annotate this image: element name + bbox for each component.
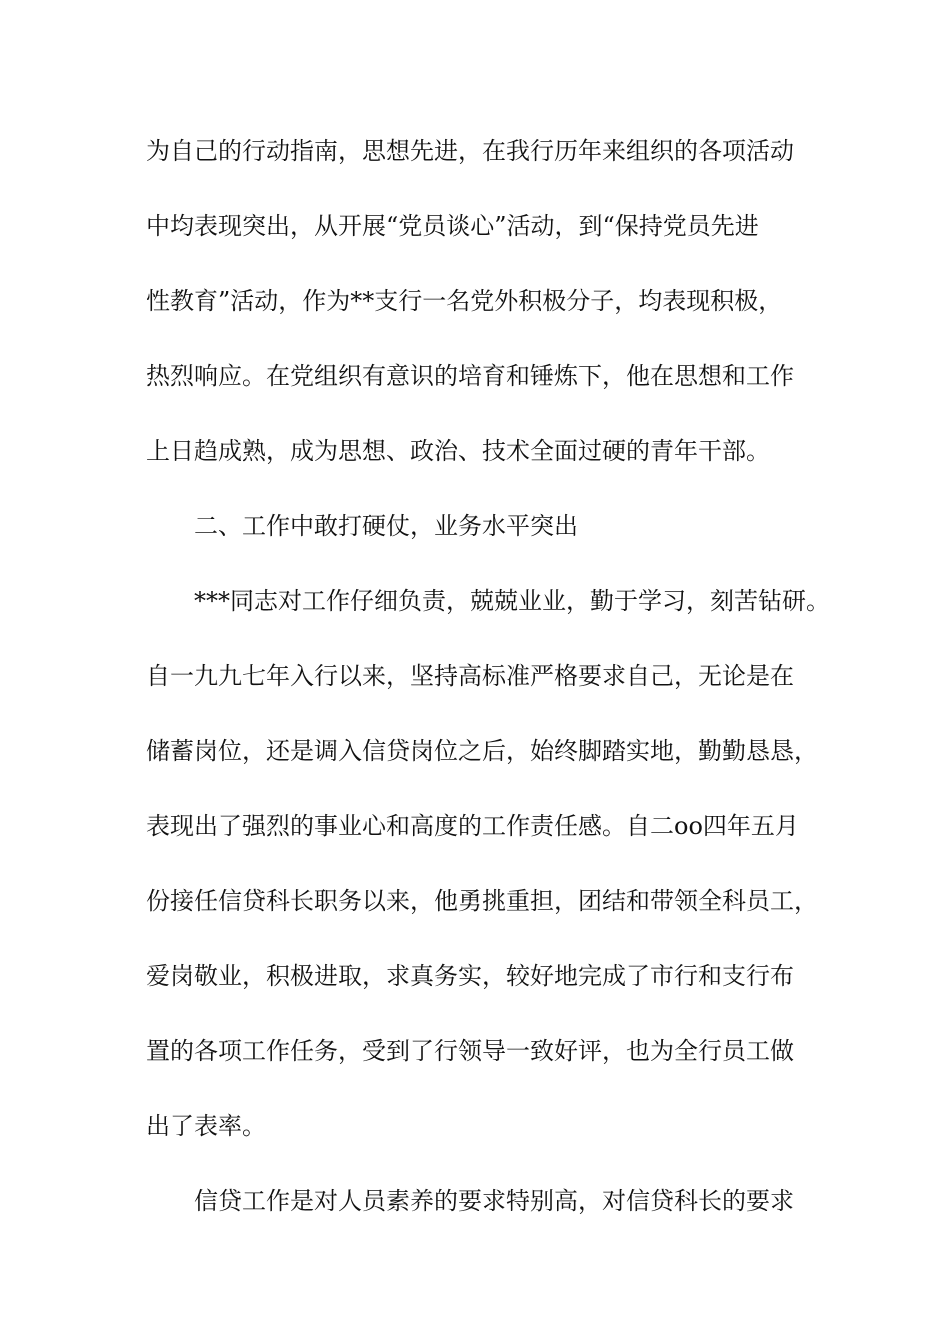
body-text-line: 储蓄岗位，还是调入信贷岗位之后，始终脚踏实地，勤勤恳恳， <box>146 737 818 765</box>
body-text-line: 自一九九七年入行以来，坚持高标准严格要求自己，无论是在 <box>146 662 794 690</box>
body-text-line: 为自己的行动指南，思想先进，在我行历年来组织的各项活动 <box>146 137 794 165</box>
body-text-line: 热烈响应。在党组织有意识的培育和锤炼下，他在思想和工作 <box>146 362 794 390</box>
body-text-line: 出了表率。 <box>146 1112 266 1140</box>
body-text-line: 上日趋成熟，成为思想、政治、技术全面过硬的青年干部。 <box>146 437 770 465</box>
body-text-line: 份接任信贷科长职务以来，他勇挑重担，团结和带领全科员工， <box>146 887 818 915</box>
body-text-line: 中均表现突出，从开展“党员谈心”活动，到“保持党员先进 <box>146 212 759 240</box>
body-text-line: 信贷工作是对人员素养的要求特别高，对信贷科长的要求 <box>194 1187 794 1215</box>
body-text-line: ***同志对工作仔细负责，兢兢业业，勤于学习，刻苦钻研。 <box>194 587 830 615</box>
body-text-line: 性教育”活动，作为**支行一名党外积极分子，均表现积极， <box>146 287 783 315</box>
body-text-line: 爱岗敬业，积极进取，求真务实，较好地完成了市行和支行布 <box>146 962 794 990</box>
section-heading: 二、工作中敢打硬仗，业务水平突出 <box>194 512 578 540</box>
body-text-line: 置的各项工作任务，受到了行领导一致好评，也为全行员工做 <box>146 1037 794 1065</box>
body-text-line: 表现出了强烈的事业心和高度的工作责任感。自二oo四年五月 <box>146 812 799 840</box>
